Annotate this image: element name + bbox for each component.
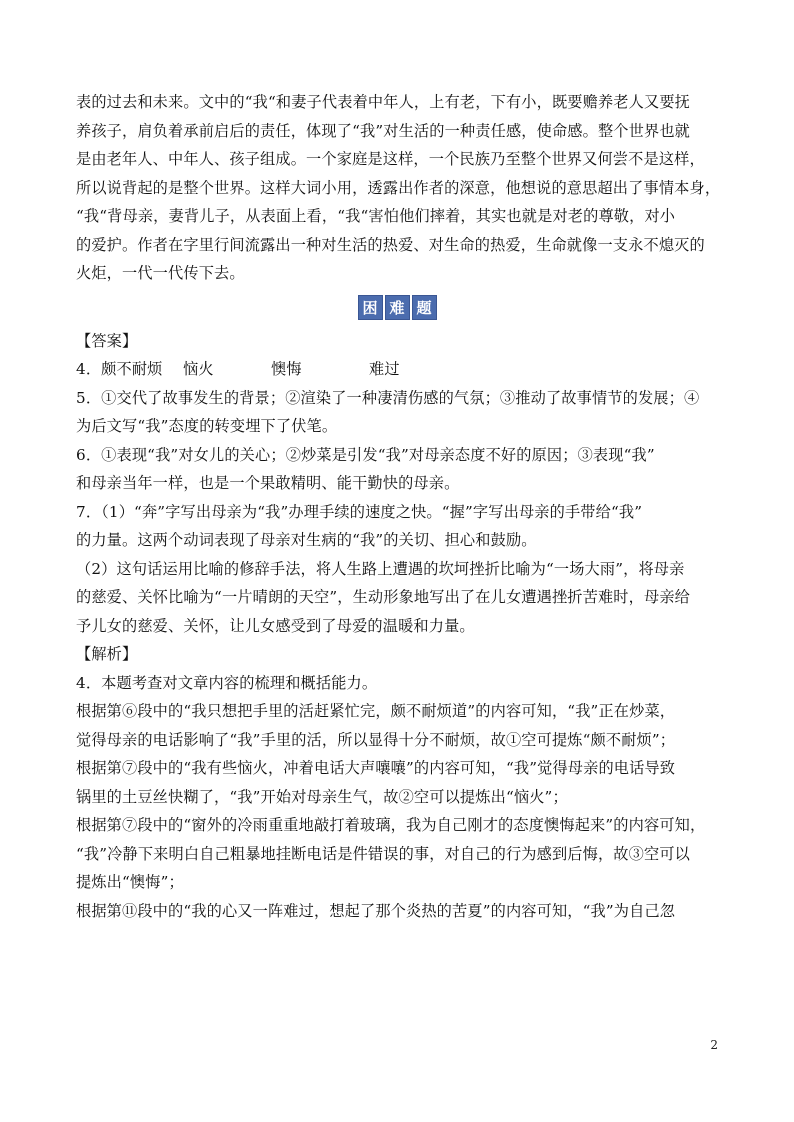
- section-title-badge: [358, 295, 437, 320]
- answer-line: 的力量。这两个动词表现了母亲对生病的“我”的关切、担心和鼓励。: [76, 531, 537, 549]
- section-header: [76, 291, 718, 325]
- intro-line: 火炬，一代一代传下去。: [76, 264, 245, 282]
- answer-line: 的慈爱、关怀比喻为“一片晴朗的天空”，生动形象地写出了在儿女遭遇挫折苦难时，母亲给: [76, 588, 690, 606]
- intro-line: 的爱护。作者在字里行间流露出一种对生活的热爱、对生命的热爱，生命就像一支永不熄灭的: [76, 235, 705, 254]
- analysis-line: “我”冷静下来明白自己粗暴地挂断电话是件错误的事，对自己的行为感到后悔，故③空可以: [76, 844, 690, 863]
- answer-4-row: [76, 355, 718, 384]
- answer-header: 【答案】: [76, 331, 138, 350]
- answer-line: 5．①交代了故事发生的背景；②渲染了一种凄清伤感的气氛；③推动了故事情节的发展；④: [76, 388, 700, 407]
- answer-4-item: 懊悔: [271, 360, 302, 378]
- intro-paragraph: [76, 88, 721, 288]
- analysis-line: 4．本题考查对文章内容的梳理和概括能力。: [76, 673, 378, 692]
- analysis-line: 觉得母亲的电话影响了“我”手里的活，所以显得十分不耐烦，故①空可提炼“颇不耐烦”；: [76, 730, 676, 749]
- answer-line: 6．①表现“我”对女儿的关心；②炒菜是引发“我”对母亲态度不好的原因；③表现“我”: [76, 445, 655, 464]
- intro-line: 养孩子，肩负着承前启后的责任，体现了“我”对生活的一种责任感，使命感。整个世界也就: [76, 121, 690, 140]
- answer-line: （2）这句话运用比喻的修辞手法，将人生路上遭遇的坎坷挫折比喻为“一场大雨”，将母亲: [76, 559, 685, 578]
- page-number: 2: [710, 1038, 718, 1052]
- section-title-char: 题: [412, 295, 437, 320]
- analysis-line: 根据第⑥段中的“我只想把手里的活赶紧忙完，颇不耐烦道”的内容可知，“我”正在炒菜，: [76, 702, 676, 720]
- answer-4-item: 恼火: [183, 360, 214, 378]
- intro-line: “我“背母亲，妻背儿子，从表面上看，“我“害怕他们摔着，其实也就是对老的尊敬，对小: [76, 207, 676, 225]
- analysis-line: 根据第⑦段中的“窗外的冷雨重重地敲打着玻璃，我为自己刚才的态度懊悔起来”的内容可知，: [76, 816, 706, 834]
- intro-line: 是由老年人、中年人、孩子组成。一个家庭是这样，一个民族乃至整个世界又何尝不是这样，: [76, 150, 705, 168]
- answer-4-item: 难过: [369, 360, 400, 378]
- analysis-header: 【解析】: [76, 645, 138, 663]
- analysis-body: [76, 669, 718, 926]
- answer-line: 7．（1）“奔”字写出母亲为“我”办理手续的速度之快。“握”字写出母亲的手带给“我”: [76, 502, 643, 521]
- section-title-char: 困: [358, 295, 383, 320]
- analysis-line: 提炼出“懊悔”；: [76, 873, 184, 891]
- section-title-char: 难: [385, 295, 410, 320]
- analysis-line: 锅里的土豆丝快糊了，“我”开始对母亲生气，故②空可以提炼出“恼火”；: [76, 787, 568, 806]
- analysis-line: 根据第⑪段中的“我的心又一阵难过，想起了那个炎热的苦夏”的内容可知，“我”为自己忽: [76, 901, 676, 920]
- document-content: [76, 88, 721, 925]
- intro-line: 所以说背起的是整个世界。这样大词小用，透露出作者的深意，他想说的意思超出了事情本身，: [76, 178, 721, 197]
- answer-line: 为后文写“我”态度的转变埋下了伏笔。: [76, 417, 338, 435]
- answer-body: [76, 384, 718, 641]
- answer-line: 和母亲当年一样，也是一个果敢精明、能干勤快的母亲。: [76, 474, 460, 492]
- analysis-line: 根据第⑦段中的“我有些恼火，冲着电话大声嚷嚷”的内容可知，“我”觉得母亲的电话导致: [76, 759, 676, 777]
- answer-line: 予儿女的慈爱、关怀，让儿女感受到了母爱的温暖和力量。: [76, 616, 475, 635]
- intro-line: 表的过去和未来。文中的“我“和妻子代表着中年人，上有老，下有小，既要赡养老人又要抚: [76, 93, 690, 111]
- answer-4-prefix: 4．颇不耐烦: [76, 360, 163, 378]
